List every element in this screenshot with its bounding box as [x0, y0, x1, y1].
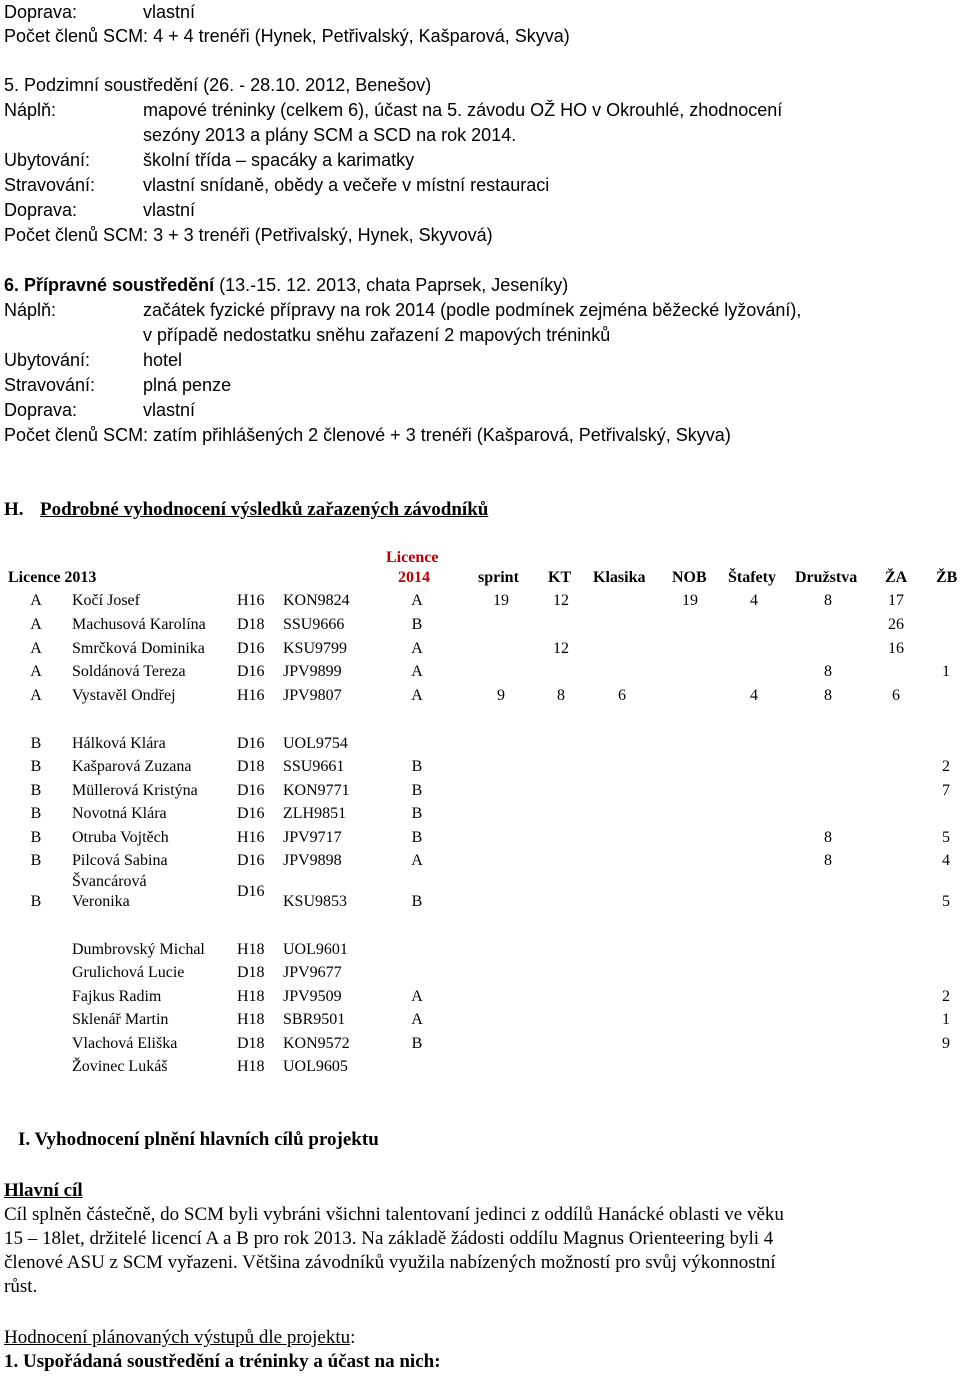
cell-name: Kašparová Zuzana	[72, 758, 192, 775]
sec6-napln-2: v případě nedostatku sněhu zařazení 2 mapových tréninků	[143, 325, 611, 345]
cell-licence-2014: B	[411, 616, 423, 633]
cell-licence-2013: B	[30, 829, 42, 846]
sec6-ubyt-value: hotel	[143, 350, 183, 370]
cell-registration: KON9824	[283, 592, 350, 609]
cell-zb: 4	[942, 852, 950, 869]
cell-registration: UOL9754	[283, 735, 348, 752]
cell-klasika: 6	[618, 687, 626, 704]
cell-name: Otruba Vojtěch	[72, 829, 169, 846]
cell-name: Hálková Klára	[72, 735, 166, 752]
cell-name: Vystavěl Ondřej	[72, 687, 176, 704]
secI-paragraph-line2: 15 – 18let, držitelé licencí A a B pro rok 2013. Na základě žádosti oddílu Magnus Orienteering byli 4	[4, 1228, 774, 1249]
cell-zb: 2	[942, 988, 950, 1005]
cell-sprint: 9	[497, 687, 505, 704]
top-doprava-value: vlastní	[143, 2, 196, 22]
cell-registration: KSU9799	[283, 640, 348, 657]
cell-name: Grulichová Lucie	[72, 964, 185, 981]
cell-licence-2013: B	[30, 782, 42, 799]
header-klasika: Klasika	[593, 569, 646, 586]
cell-name: Dumbrovský Michal	[72, 941, 205, 958]
cell-name: Novotná Klára	[72, 805, 167, 822]
cell-licence-2014: B	[411, 893, 423, 910]
cell-licence-2014: B	[411, 805, 423, 822]
cell-name: Müllerová Kristýna	[72, 782, 198, 799]
cell-druzstva: 8	[824, 852, 832, 869]
cell-zb: 1	[942, 663, 950, 680]
secI-hodnoceni-colon: :	[350, 1327, 356, 1348]
cell-name: Vlachová Eliška	[72, 1035, 178, 1052]
sec5-ubyt-value: školní třída – spacáky a karimatky	[143, 150, 415, 170]
cell-category: D16	[237, 782, 265, 799]
cell-category: D16	[237, 883, 265, 900]
cell-registration: KON9572	[283, 1035, 350, 1052]
cell-druzstva: 8	[824, 663, 832, 680]
cell-category: H16	[237, 829, 265, 846]
cell-name-line2: Veronika	[72, 893, 130, 910]
cell-licence-2014: A	[411, 852, 423, 869]
sec6-pocet-clenu: Počet členů SCM: zatím přihlášených 2 členové + 3 trenéři (Kašparová, Petřivalský, Skyva)	[4, 425, 731, 445]
cell-licence-2014: A	[411, 1011, 423, 1028]
cell-category: D16	[237, 735, 265, 752]
sec6-heading-rest: (13.-15. 12. 2013, chata Paprsek, Jeseníky)	[214, 275, 569, 295]
cell-name: Kočí Josef	[72, 592, 140, 609]
cell-licence-2014: B	[411, 758, 423, 775]
cell-registration: JPV9807	[283, 687, 342, 704]
cell-licence-2013: B	[30, 893, 42, 910]
cell-name: Žovinec Lukáš	[72, 1058, 168, 1075]
cell-licence-2013: A	[30, 616, 42, 633]
sec6-strav-value: plná penze	[143, 375, 232, 395]
cell-registration: ZLH9851	[283, 805, 347, 822]
cell-zb: 2	[942, 758, 950, 775]
sec6-napln-label: Náplň:	[4, 300, 57, 320]
cell-za: 17	[888, 592, 904, 609]
sec5-doprava-label: Doprava:	[4, 200, 78, 220]
header-za: ŽA	[885, 569, 908, 586]
cell-zb: 5	[942, 893, 950, 910]
sec6-heading-bold: 6. Přípravné soustředění	[4, 275, 215, 295]
cell-name: Smrčková Dominika	[72, 640, 205, 657]
sec6-ubyt-label: Ubytování:	[4, 350, 91, 370]
cell-category: H16	[237, 592, 265, 609]
cell-zb: 5	[942, 829, 950, 846]
cell-category: H18	[237, 1011, 265, 1028]
cell-kt: 12	[553, 592, 569, 609]
cell-licence-2013: A	[30, 687, 42, 704]
secI-paragraph-line3: členové ASU z SCM vyřazeni. Většina závodníků využila nabízených možností pro svůj výkonnostní	[4, 1252, 776, 1273]
sec6-napln-1: začátek fyzické přípravy na rok 2014 (podle podmínek zejména běžecké lyžování),	[143, 300, 802, 320]
cell-licence-2014: B	[411, 782, 423, 799]
cell-stafety: 4	[750, 687, 758, 704]
header-zb: ŽB	[936, 569, 958, 586]
header-licence-2014-line2: 2014	[398, 569, 430, 586]
top-pocet-clenu: Počet členů SCM: 4 + 4 trenéři (Hynek, Petřivalský, Kašparová, Skyva)	[4, 26, 570, 46]
header-sprint: sprint	[478, 569, 519, 586]
cell-za: 26	[888, 616, 904, 633]
cell-nob: 19	[682, 592, 698, 609]
cell-category: H18	[237, 1058, 265, 1075]
header-licence-2013: Licence 2013	[8, 569, 97, 586]
cell-name: Sklenář Martin	[72, 1011, 169, 1028]
cell-registration: UOL9605	[283, 1058, 348, 1075]
cell-licence-2013: A	[30, 663, 42, 680]
secI-hodnoceni	[4, 1327, 355, 1349]
cell-licence-2013: B	[30, 758, 42, 775]
header-nob: NOB	[672, 569, 707, 586]
cell-category: D18	[237, 1035, 265, 1052]
header-kt: KT	[548, 569, 572, 586]
cell-name: Fajkus Radim	[72, 988, 162, 1005]
sec6-doprava-value: vlastní	[143, 400, 196, 420]
cell-category: D16	[237, 805, 265, 822]
sec6-strav-label: Stravování:	[4, 375, 96, 395]
cell-licence-2014: B	[411, 1035, 423, 1052]
secI-hlavni-cil: Hlavní cíl	[4, 1180, 83, 1201]
cell-registration: JPV9677	[283, 964, 342, 981]
cell-licence-2014: A	[411, 687, 423, 704]
cell-name: Machusová Karolína	[72, 616, 206, 633]
sec5-pocet-clenu: Počet členů SCM: 3 + 3 trenéři (Petřivalský, Hynek, Skyvová)	[4, 225, 493, 245]
secI-paragraph-line1: Cíl splněn částečně, do SCM byli vybráni všichni talentovaní jedinci z oddílů Hanácké oblasti ve věku	[4, 1204, 784, 1225]
cell-sprint: 19	[493, 592, 509, 609]
cell-licence-2013: B	[30, 805, 42, 822]
cell-category: D18	[237, 616, 265, 633]
cell-licence-2014: A	[411, 663, 423, 680]
cell-category: D16	[237, 663, 265, 680]
cell-name: Soldánová Tereza	[72, 663, 186, 680]
cell-category: D18	[237, 964, 265, 981]
cell-stafety: 4	[750, 592, 758, 609]
cell-druzstva: 8	[824, 592, 832, 609]
cell-name: Švancárová	[72, 873, 147, 890]
cell-registration: JPV9899	[283, 663, 342, 680]
cell-name: Pilcová Sabina	[72, 852, 168, 869]
cell-category: D18	[237, 758, 265, 775]
cell-category: H18	[237, 988, 265, 1005]
cell-druzstva: 8	[824, 829, 832, 846]
sec5-heading-rest: (26. - 28.10. 2012, Benešov)	[198, 75, 432, 95]
cell-zb: 7	[942, 782, 950, 799]
cell-registration: JPV9898	[283, 852, 342, 869]
cell-za: 6	[892, 687, 900, 704]
cell-category: H16	[237, 687, 265, 704]
secI-paragraph-line4: růst.	[4, 1276, 38, 1297]
cell-zb: 1	[942, 1011, 950, 1028]
header-druzstva: Družstva	[795, 569, 858, 586]
cell-zb: 9	[942, 1035, 950, 1052]
top-doprava-label: Doprava:	[4, 2, 78, 22]
cell-registration: SBR9501	[283, 1011, 346, 1028]
sec5-strav-label: Stravování:	[4, 175, 96, 195]
sec5-doprava-value: vlastní	[143, 200, 196, 220]
cell-licence-2013: A	[30, 640, 42, 657]
cell-registration: KSU9853	[283, 893, 348, 910]
cell-kt: 12	[553, 640, 569, 657]
cell-druzstva: 8	[824, 687, 832, 704]
sec5-heading	[4, 74, 431, 96]
cell-registration: SSU9661	[283, 758, 345, 775]
cell-registration: JPV9509	[283, 988, 342, 1005]
cell-category: D16	[237, 852, 265, 869]
cell-category: H18	[237, 941, 265, 958]
cell-licence-2013: B	[30, 735, 42, 752]
cell-za: 16	[888, 640, 904, 657]
secH-letter: H.	[4, 499, 24, 520]
secH-title: Podrobné vyhodnocení výsledků zařazených závodníků	[40, 499, 489, 520]
secI-hodnoceni-text: Hodnocení plánovaných výstupů dle projektu	[4, 1327, 351, 1348]
sec5-heading-bold: 5. Podzimní soustředění	[4, 75, 199, 95]
cell-category: D16	[237, 640, 265, 657]
sec6-doprava-label: Doprava:	[4, 400, 78, 420]
cell-registration: JPV9717	[283, 829, 342, 846]
cell-licence-2013: B	[30, 852, 42, 869]
sec5-strav-value: vlastní snídaně, obědy a večeře v místní restauraci	[143, 175, 550, 195]
sec6-heading	[4, 274, 568, 296]
secI-item1: 1. Uspořádaná soustředění a tréninky a účast na nich:	[4, 1351, 441, 1372]
cell-kt: 8	[557, 687, 565, 704]
cell-registration: UOL9601	[283, 941, 348, 958]
cell-registration: KON9771	[283, 782, 350, 799]
header-licence-2014-line1: Licence	[386, 549, 439, 566]
sec5-napln-label: Náplň:	[4, 100, 57, 120]
cell-licence-2014: A	[411, 592, 423, 609]
header-stafety: Štafety	[728, 569, 776, 586]
cell-licence-2013: A	[30, 592, 42, 609]
cell-registration: SSU9666	[283, 616, 345, 633]
cell-licence-2014: A	[411, 640, 423, 657]
sec5-ubyt-label: Ubytování:	[4, 150, 91, 170]
cell-licence-2014: B	[411, 829, 423, 846]
sec5-napln-2: sezóny 2013 a plány SCM a SCD na rok 2014.	[143, 125, 517, 145]
sec5-napln-1: mapové tréninky (celkem 6), účast na 5. závodu OŽ HO v Okrouhlé, zhodnocení	[143, 100, 783, 120]
cell-licence-2014: A	[411, 988, 423, 1005]
secI-title: I. Vyhodnocení plnění hlavních cílů projektu	[18, 1129, 379, 1150]
